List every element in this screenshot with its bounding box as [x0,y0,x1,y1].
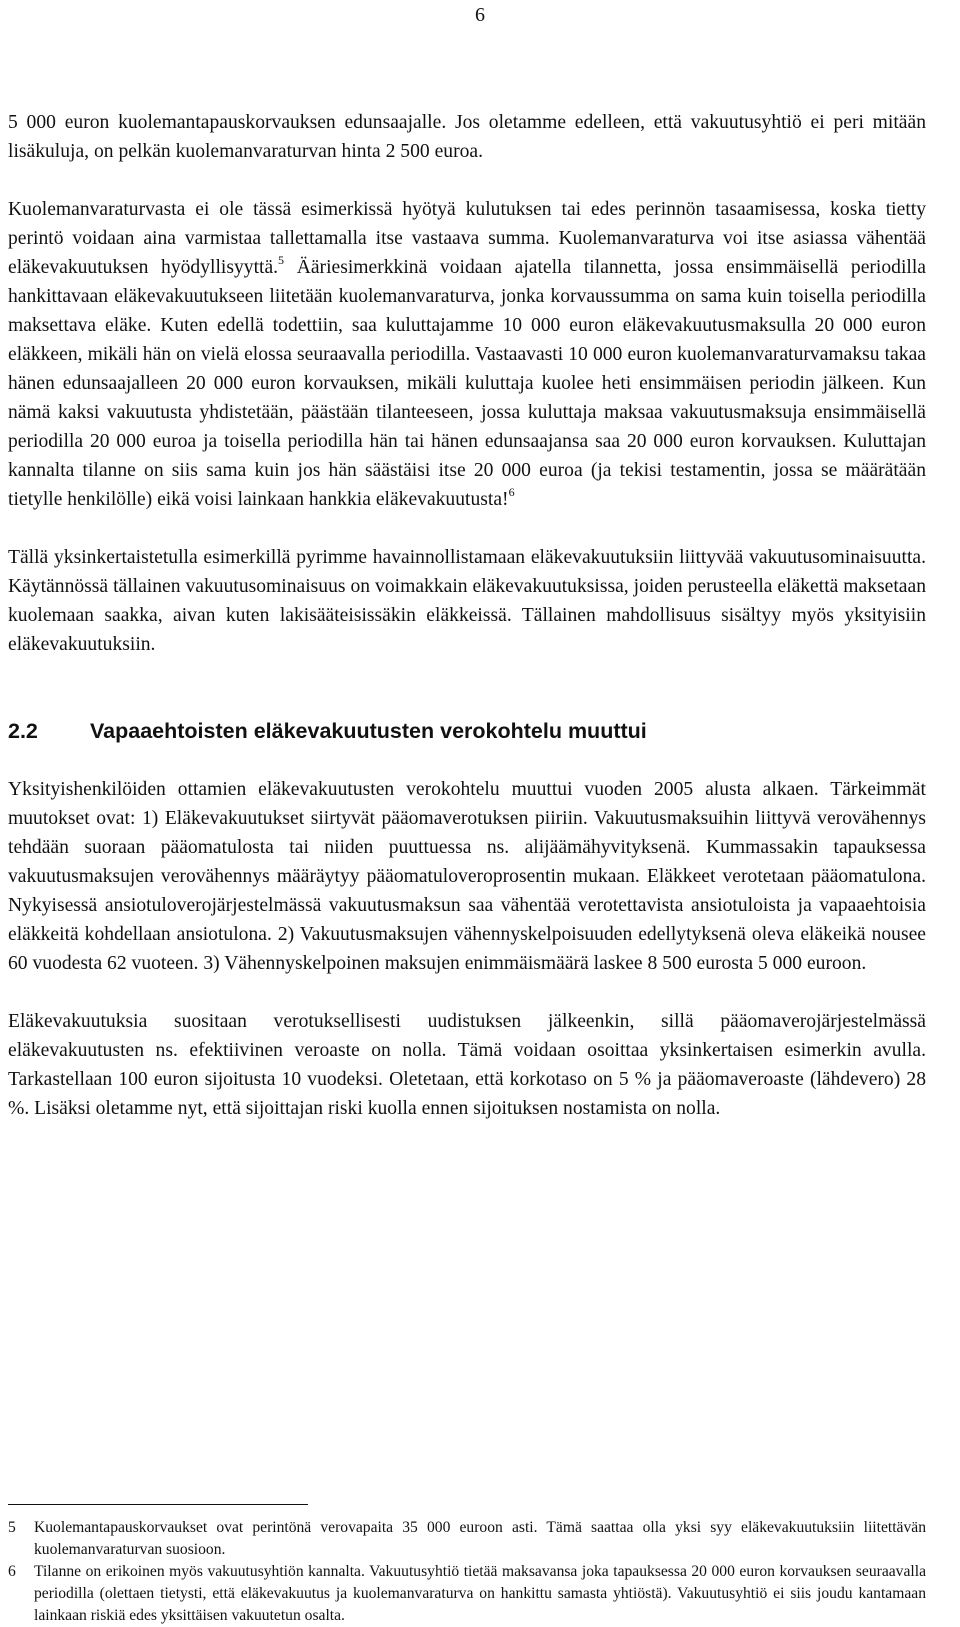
paragraph-spacer [8,659,926,688]
section-number: 2.2 [8,719,38,743]
paragraph-spacer [8,688,926,717]
paragraph-2-part-2: Ääriesimerkkinä voidaan ajatella tilannetta, jossa ensimmäisellä periodilla hankittavaan eläkevakuutukseen liitetään kuolemanvaraturva, jonka korvaussumma on sama kuin toisella periodilla maksettava eläke. Kuten edellä todettiin, saa kuluttajamme 10 000 euron eläkevakuutusmaksulla 20 000 euron eläkkeen, mikäli hän on vielä elossa seuraavalla periodilla. Vastaavasti 10 000 euron kuolemanvaraturvamaksu takaa hänen edunsaajalleen 20 000 euron korvauksen, mikäli kuluttaja kuolee heti ensimmäisen periodin jälkeen. Kun nämä kaksi vakuutusta yhdistetään, päästään tilanteeseen, jossa kuluttaja maksaa vakuutusmaksuja ensimmäisellä periodilla 20 000 euroa ja toisella periodilla hän tai hänen edunsaajansa saa 20 000 euron korvauksen. Kuluttajan kannalta tilanne on siis sama kuin jos hän säästäisi itse 20 000 euroa (ja tekisi testamentin, jossa se määrätään tietylle henkilölle) eikä voisi lainkaan hankkia eläkevakuutusta! [8,257,926,510]
footnote-mark: 6 [8,1563,16,1580]
paragraph-2-part-1: Kuolemanvaraturvasta ei ole tässä esimerkissä hyötyä kulutuksen tai edes perinnön tasaamisessa, koska tietty perintö voidaan aina varmistaa tallettamalla itse vastaava summa. Kuolemanvaraturva voi itse asiassa vähentää eläkevakuutuksen hyödyllisyyttä. [8,199,926,278]
section-heading [8,717,926,746]
page-number: 6 [475,4,485,26]
paragraph-3: Tällä yksinkertaistetulla esimerkillä pyrimme havainnollistamaan eläkevakuutuksiin liittyvää vakuutusominaisuutta. Käytännössä tällainen vakuutusominaisuus on voimakkain eläkevakuutuksissa, joiden perusteella eläkettä maksetaan kuolemaan saakka, aivan kuten lakisääteisissäkin eläkkeissä. Tällainen mahdollisuus sisältyy myös yksityisiin eläkevakuutuksiin. [8,547,926,655]
section-title: Vapaaehtoisten eläkevakuutusten verokohtelu muuttui [90,719,647,743]
paragraph-spacer [8,166,926,195]
footnote-divider [8,1504,308,1505]
paragraph-spacer [8,746,926,775]
footnote-6 [8,1561,926,1627]
footnotes [8,1517,926,1627]
paragraph-4: Yksityishenkilöiden ottamien eläkevakuutusten verokohtelu muuttui vuoden 2005 alusta alkaen. Tärkeimmät muutokset ovat: 1) Eläkevakuutukset siirtyvät pääomaverotuksen piiriin. Vakuutusmaksuihin liittyvä verovähennys tehdään suoraan pääomatulosta tai niiden puuttuessa ns. alijäämähyvityksenä. Kummassakin tapauksessa vakuutusmaksujen verovähennys määräytyy pääomatuloveroprosentin mukaan. Eläkkeet verotetaan pääomatulona. Nykyisessä ansiotuloverojärjestelmässä vakuutusmaksun saa vähentää verotettavista ansiotuloista ja vapaaehtoisia eläkkeitä kohdellaan ansiotulona. 2) Vakuutusmaksujen vähennyskelpoisuuden edellytyksenä oleva eläkeikä nousee 60 vuodesta 62 vuoteen. 3) Vähennyskelpoinen maksujen enimmäismäärä laskee 8 500 eurosta 5 000 euroon. [8,779,926,974]
paragraph-5: Eläkevakuutuksia suositaan verotuksellisesti uudistuksen jälkeenkin, sillä pääomaverojärjestelmässä eläkevakuutusten ns. efektiivinen veroaste on nolla. Tämä voidaan osoittaa yksinkertaisen esimerkin avulla. Tarkastellaan 100 euron sijoitusta 10 vuodeksi. Oletetaan, että korkotaso on 5 % ja pääomaveroaste (lähdevero) 28 %. Lisäksi oletamme nyt, että sijoittajan riski kuolla ennen sijoituksen nostamista on nolla. [8,1011,926,1119]
paragraph-spacer [8,514,926,543]
paragraph-2 [8,195,926,514]
footnote-ref-5[interactable]: 5 [278,253,285,267]
footnote-text: Tilanne on erikoinen myös vakuutusyhtiön kannalta. Vakuutusyhtiö tietää maksavansa joka tapauksessa 20 000 euron korvauksen seuraavalla periodilla (olettaen tietysti, että eläkevakuutus ja kuolemanvaraturva on hankittu samasta yhtiöstä). Vakuutusyhtiö ei siis joudu kantamaan lainkaan riskiä edes yksittäisen vakuutetun osalta. [34,1563,926,1624]
footnote-mark: 5 [8,1519,16,1536]
footnote-ref-6[interactable]: 6 [508,485,515,499]
paragraph-1: 5 000 euron kuolemantapauskorvauksen edunsaajalle. Jos oletamme edelleen, että vakuutusyhtiö ei peri mitään lisäkuluja, on pelkän kuolemanvaraturvan hinta 2 500 euroa. [8,112,926,162]
footnote-5 [8,1517,926,1561]
main-text [8,108,926,1123]
footnote-text: Kuolemantapauskorvaukset ovat perintönä verovapaita 35 000 euroon asti. Tämä saattaa olla yksi syy eläkevakuutuksiin liitettävän kuolemanvaraturvan suosioon. [34,1519,926,1558]
paragraph-spacer [8,978,926,1007]
